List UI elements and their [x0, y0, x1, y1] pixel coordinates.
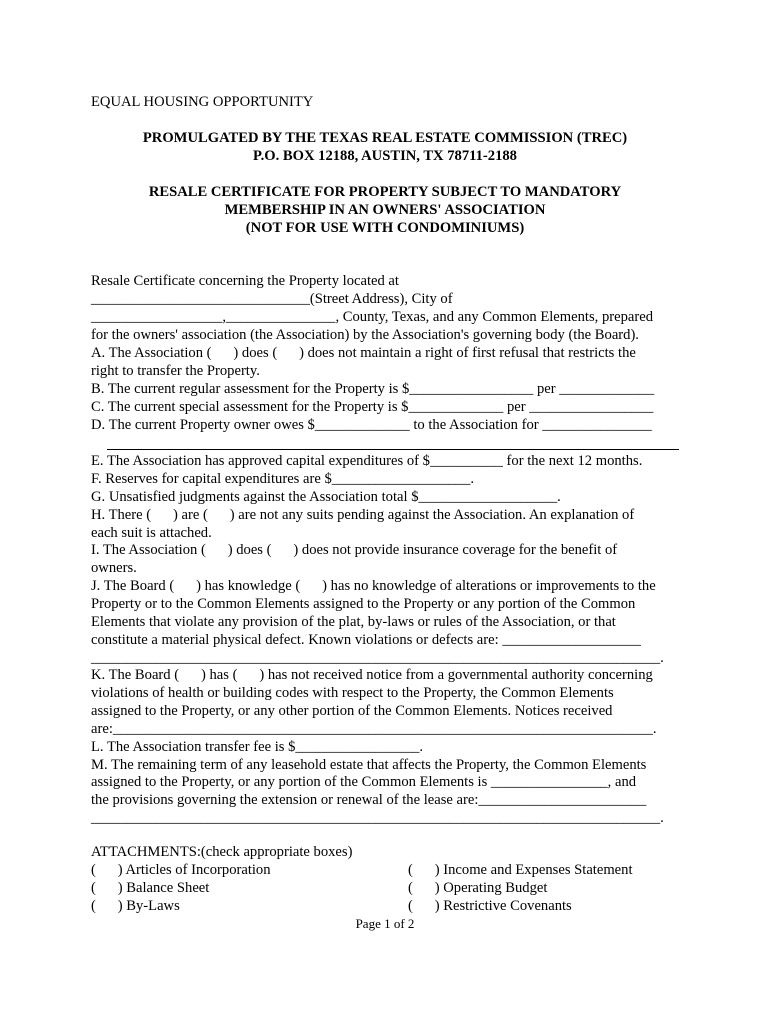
body-line: violations of health or building codes with respect to the Property, the Common Elements — [91, 685, 614, 701]
body-line: M. The remaining term of any leasehold estate that affects the Property, the Common Elements — [91, 757, 647, 773]
body-line[interactable]: E. The Association has approved capital expenditures of $__________ for the next 12 months. — [91, 453, 643, 469]
body-line[interactable]: __________________,_______________, County, Texas, and any Common Elements, prepared — [91, 309, 653, 325]
body-line[interactable]: K. The Board ( ) has ( ) has not received notice from a governmental authority concerning — [91, 667, 653, 683]
body-line[interactable]: are:__________________________________________________________________________. — [91, 721, 657, 737]
body-line[interactable]: D. The current Property owner owes $_____________ to the Association for _______________ — [91, 417, 652, 433]
body-line: Property or to the Common Elements assigned to the Property or any portion of the Common — [91, 596, 636, 612]
attachment-articles[interactable]: ( ) Articles of Incorporation — [91, 862, 271, 878]
attachments-heading: ATTACHMENTS:(check appropriate boxes) — [91, 844, 353, 860]
body-line[interactable]: ______________________________________________________________________________. — [91, 650, 664, 666]
body-line[interactable]: B. The current regular assessment for the Property is $_________________ per _____________ — [91, 381, 655, 397]
body-line[interactable]: A. The Association ( ) does ( ) does not maintain a right of first refusal that restricts the — [91, 345, 636, 361]
form-title-line-1: RESALE CERTIFICATE FOR PROPERTY SUBJECT TO MANDATORY — [148, 184, 622, 200]
body-line[interactable]: ______________________________________________________________________________. — [91, 810, 664, 826]
body-line: right to transfer the Property. — [91, 363, 260, 379]
body-line[interactable]: G. Unsatisfied judgments against the Association total $___________________. — [91, 489, 561, 505]
equal-housing-label: EQUAL HOUSING OPPORTUNITY — [91, 94, 314, 110]
attachment-balance-sheet[interactable]: ( ) Balance Sheet — [91, 880, 210, 896]
body-line[interactable]: assigned to the Property, or any portion of the Common Elements is ________________, and — [91, 774, 637, 790]
body-line[interactable]: C. The current special assessment for the Property is $_____________ per _________________ — [91, 399, 654, 415]
trec-address: P.O. BOX 12188, AUSTIN, TX 78711-2188 — [253, 148, 517, 164]
body-line: Elements that violate any provision of the plat, by-laws or rules of the Association, or that — [91, 614, 616, 630]
body-line[interactable]: L. The Association transfer fee is $_________________. — [91, 739, 424, 755]
body-line[interactable]: H. There ( ) are ( ) are not any suits pending against the Association. An explanation of — [91, 507, 635, 523]
body-line[interactable]: ______________________________(Street Address), City of — [91, 291, 453, 307]
body-line: owners. — [91, 560, 137, 576]
promulgated-heading: PROMULGATED BY THE TEXAS REAL ESTATE COMMISSION (TREC) — [142, 130, 628, 146]
page-number: Page 1 of 2 — [355, 916, 415, 931]
body-line: each suit is attached. — [91, 525, 212, 541]
form-title-line-2: MEMBERSHIP IN AN OWNERS' ASSOCIATION — [224, 202, 546, 218]
body-line[interactable]: F. Reserves for capital expenditures are $___________________. — [91, 471, 475, 487]
blank-line-d[interactable] — [107, 449, 679, 450]
attachment-income-expenses[interactable]: ( ) Income and Expenses Statement — [408, 862, 633, 878]
body-line[interactable]: constitute a material physical defect. Known violations or defects are: ___________________ — [91, 632, 641, 648]
attachment-operating-budget[interactable]: ( ) Operating Budget — [408, 880, 548, 896]
form-title-line-3: (NOT FOR USE WITH CONDOMINIUMS) — [245, 220, 525, 236]
body-line: assigned to the Property, or any other portion of the Common Elements. Notices received — [91, 703, 613, 719]
body-line[interactable]: the provisions governing the extension or renewal of the lease are:_______________________ — [91, 792, 647, 808]
body-line[interactable]: J. The Board ( ) has knowledge ( ) has no knowledge of alterations or improvements to the — [91, 578, 656, 594]
body-line: Resale Certificate concerning the Property located at — [91, 273, 399, 289]
attachment-bylaws[interactable]: ( ) By-Laws — [91, 898, 180, 914]
attachment-restrictive-covenants[interactable]: ( ) Restrictive Covenants — [408, 898, 572, 914]
body-line: for the owners' association (the Association) by the Association's governing body (the Board). — [91, 327, 639, 343]
body-line[interactable]: I. The Association ( ) does ( ) does not provide insurance coverage for the benefit of — [91, 542, 618, 558]
